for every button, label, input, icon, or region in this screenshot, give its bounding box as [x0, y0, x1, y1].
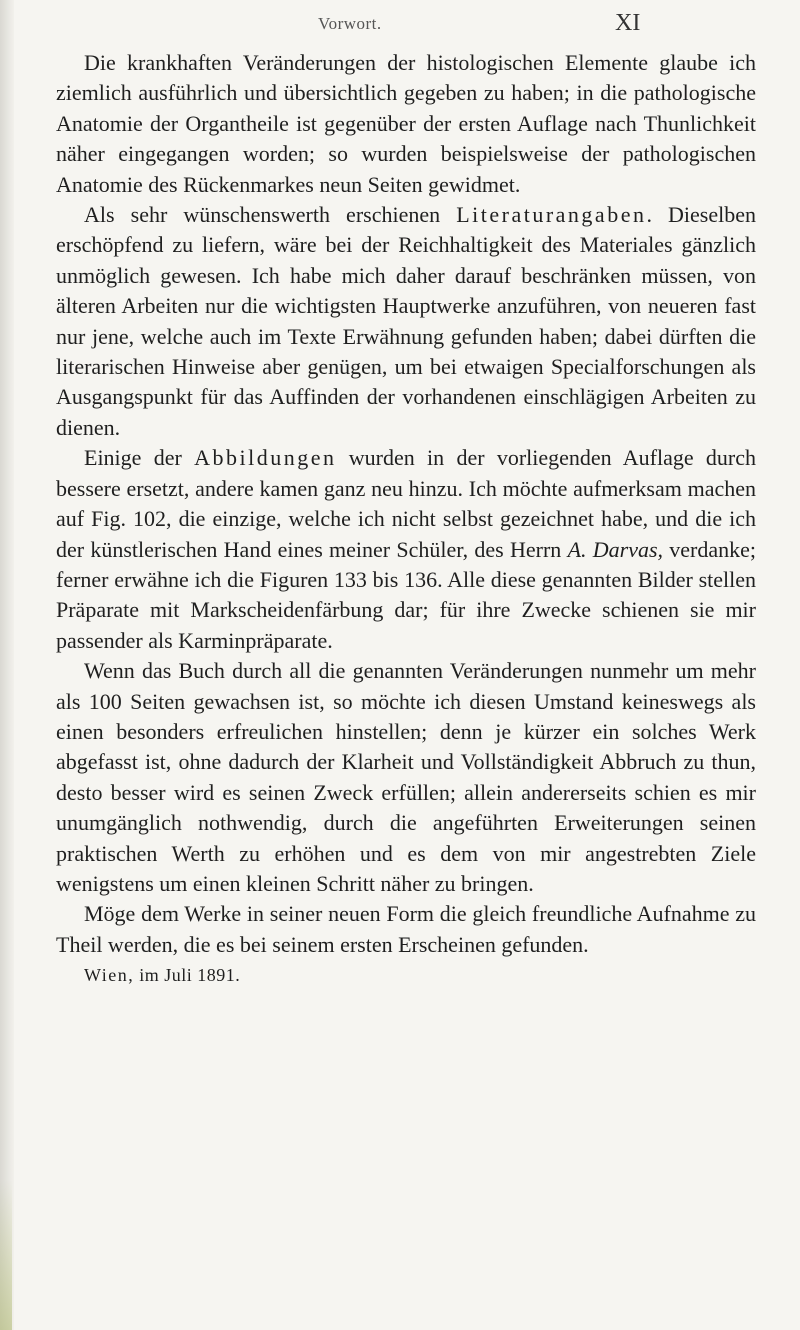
paragraph-text: Möge dem Werke in seiner neuen Form die gleich freundliche Aufnahme zu Theil werden, die es bei seinem ersten Erscheinen gefunden.	[56, 901, 756, 957]
page-edge-stain	[0, 1180, 12, 1330]
dateline-date: im Juli 1891.	[139, 965, 241, 986]
paragraph	[56, 48, 756, 200]
italic-name: A. Darvas,	[567, 536, 664, 562]
paragraph	[56, 200, 756, 443]
paragraph-text: Wenn das Buch durch all die genannten Veränderungen nunmehr um mehr als 100 Seiten gewachsen ist, so möchte ich diesen Umstand keineswegs als einen besonders erfreulichen hinstellen; denn je kürzer ein solches Werk abgefasst ist, ohne dadurch der Klarheit und Vollständigkeit Abbruch zu thun, desto besser wird es seinen Zweck erfüllen; allein andererseits schien es mir unumgänglich nothwendig, durch die angeführten Erweiterungen seinen praktischen Werth zu erhöhen und es dem von mir angestrebten Ziele wenigstens um einen kleinen Schritt näher zu bringen.	[56, 658, 756, 896]
paragraph-text: wurden in der vorliegenden Auflage durch bessere ersetzt, andere kamen ganz neu hinzu. Ich möchte aufmerksam machen auf Fig. 102, die einzige, welche ich nicht selbst gezeichnet habe, und die ich der künstlerischen Hand eines meiner Schüler, des Herrn	[56, 445, 756, 562]
running-head	[0, 10, 800, 40]
paragraph	[56, 899, 756, 960]
page-number: XI	[615, 10, 641, 36]
paragraph	[56, 443, 756, 656]
paragraph-text: Als sehr wünschenswerth erschienen	[84, 202, 457, 228]
dateline-place: Wien,	[84, 965, 135, 986]
paragraph-text: verdanke; ferner erwähne ich die Figuren 133 bis 136. Alle diese genannten Bilder stellen Präparate mit Markscheidenfärbung dar; für ihre Zwecke schienen sie mir passender als Karminpräparate.	[56, 536, 757, 653]
body-text	[56, 48, 756, 991]
dateline	[56, 960, 756, 990]
paragraph-text: Die krankhaften Veränderungen der histologischen Elemente glaube ich ziemlich ausführlich und übersichtlich gegeben zu haben; in die pathologische Anatomie der Organtheile ist gegenüber der ersten Auflage nach Thunlichkeit näher eingegangen worden; so wurden beispielsweise der pathologischen Anatomie des Rückenmarkes neun Seiten gewidmet.	[56, 50, 756, 197]
paragraph	[56, 656, 756, 899]
page-gutter-shadow	[0, 0, 14, 1330]
spaced-emphasis: Abbildungen	[194, 445, 337, 471]
running-head-title: Vorwort.	[318, 14, 382, 33]
paragraph-text: . Dieselben erschöpfend zu liefern, wäre bei der Reichhaltigkeit des Materiales gänzlich unmöglich gewesen. Ich habe mich daher darauf beschränken müssen, von älteren Arbeiten nur die wichtigsten Hauptwerke anzuführen, von neueren fast nur jene, welche auch im Texte Erwähnung gefunden haben; dabei dürften die literarischen Hinweise aber genügen, um bei etwaigen Specialforschungen als Ausgangspunkt für das Auffinden der vorhandenen einschlägigen Arbeiten zu dienen.	[56, 202, 757, 440]
paragraph-text: Einige der	[84, 445, 195, 471]
spaced-emphasis: Literaturangaben	[456, 202, 647, 228]
